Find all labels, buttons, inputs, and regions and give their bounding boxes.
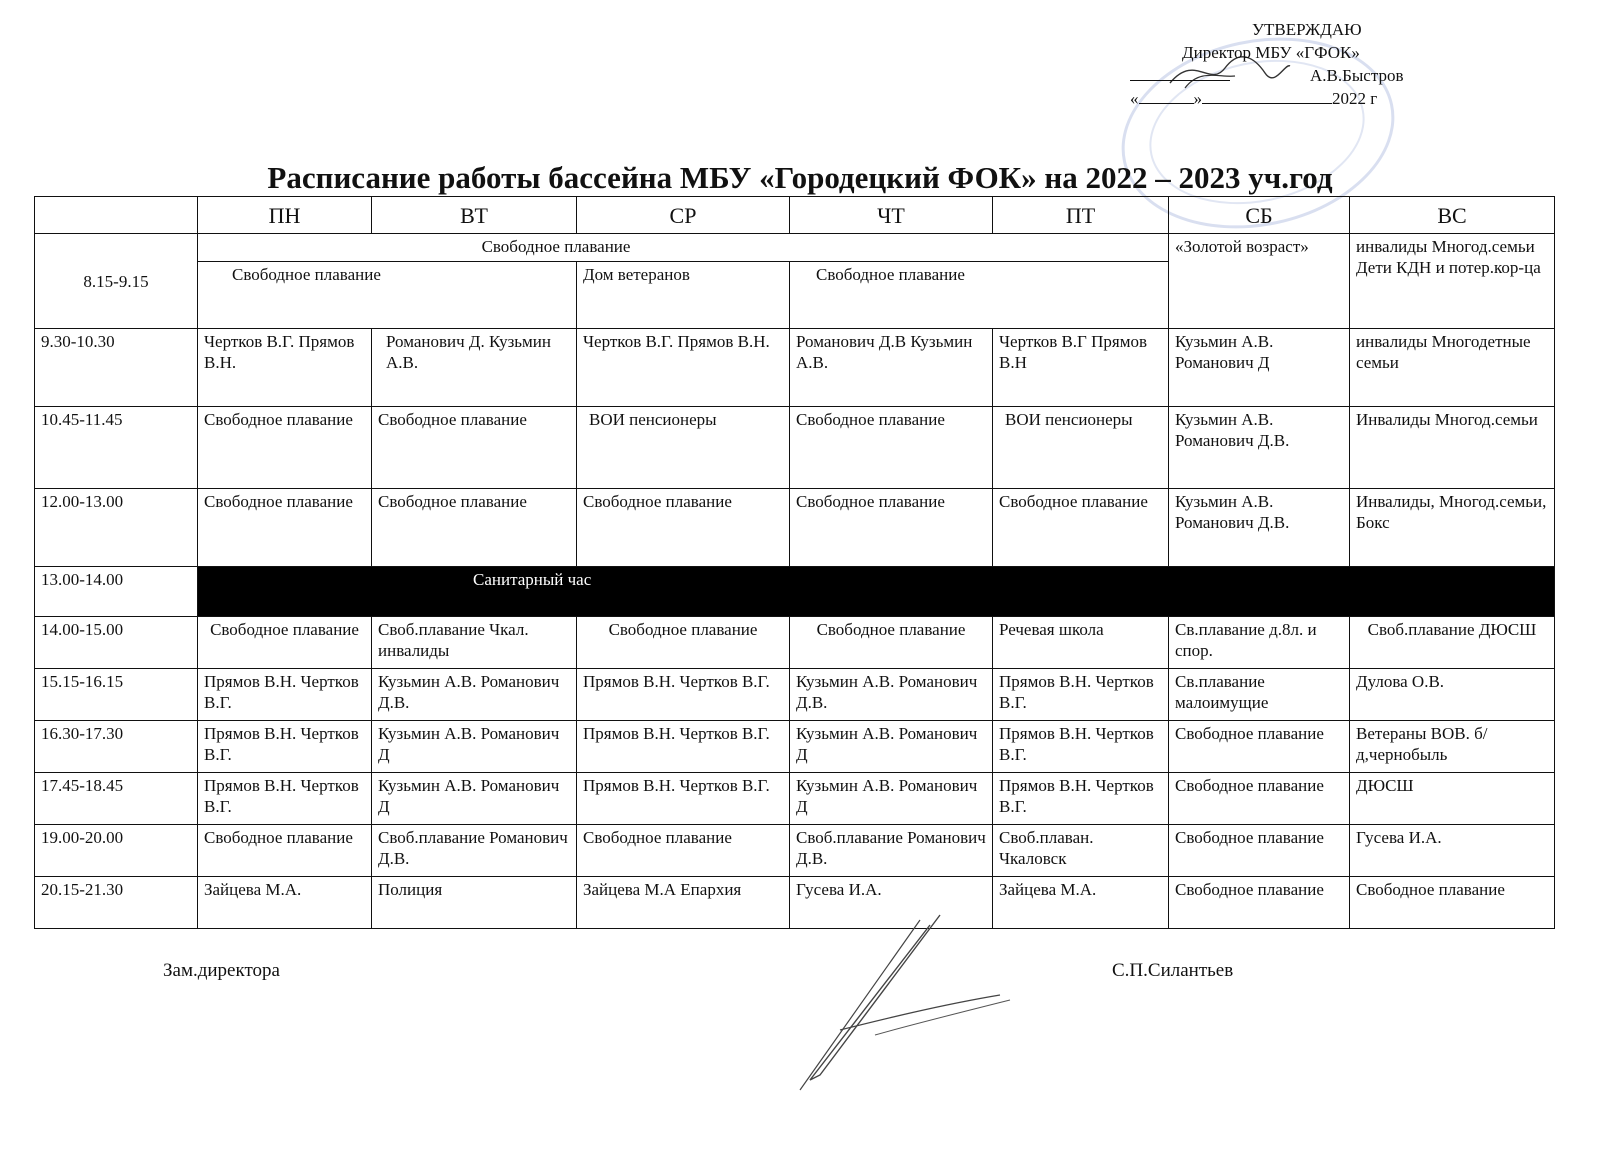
table-row [35,773,1555,825]
schedule-cell: Прямов В.Н. Чертков В.Г. [993,721,1169,773]
schedule-cell: Романович Д.В Кузьмин А.В. [790,329,993,407]
schedule-cell: Кузьмин А.В. Романович Д [372,773,577,825]
approval-name: А.В.Быстров [1310,66,1404,85]
schedule-cell: Свободное плавание [372,489,577,567]
time-cell: 10.45-11.45 [35,407,198,489]
table-row [35,407,1555,489]
schedule-cell: Кузьмин А.В. Романович Д.В. [1169,489,1350,567]
table-row [35,721,1555,773]
time-cell: 17.45-18.45 [35,773,198,825]
time-cell: 19.00-20.00 [35,825,198,877]
schedule-cell: Прямов В.Н. Чертков В.Г. [577,669,790,721]
table-row [35,617,1555,669]
schedule-cell: Свободное плавание [790,617,993,669]
schedule-cell: Свободное плавание [790,407,993,489]
header-day: ПТ [993,197,1169,234]
schedule-cell: Речевая школа [993,617,1169,669]
footer-name: С.П.Силантьев [1112,960,1234,981]
schedule-cell: Кузьмин А.В. Романович Д.В. [790,669,993,721]
header-day: СР [577,197,790,234]
sanitary-hour-cell: Санитарный час [198,567,1555,617]
schedule-cell: Прямов В.Н. Чертков В.Г. [198,669,372,721]
approval-date-open: « [1130,89,1139,108]
schedule-cell: Свободное плавание [1169,721,1350,773]
schedule-cell: Кузьмин А.В. Романович Д [790,721,993,773]
table-row-sanitary [35,567,1555,617]
schedule-cell: Свободное плавание [1169,825,1350,877]
approval-signature-line [1130,80,1230,81]
header-day: ВС [1350,197,1555,234]
schedule-cell: Своб.плавание Чкал. инвалиды [372,617,577,669]
header-day: ПН [198,197,372,234]
schedule-cell: ВОИ пенсионеры [577,407,790,489]
schedule-cell: Свободное плавание [577,489,790,567]
schedule-cell: Зайцева М.А. [198,877,372,929]
header-day: ВТ [372,197,577,234]
schedule-cell: Свободное плавание [198,617,372,669]
schedule-cell-merged: Свободное плавание [790,262,1169,329]
schedule-cell: Дулова О.В. [1350,669,1555,721]
schedule-cell: Зайцева М.А Епархия [577,877,790,929]
schedule-cell: Инвалиды Многод.семьи [1350,407,1555,489]
schedule-cell: Гусева И.А. [1350,825,1555,877]
schedule-cell: Кузьмин А.В. Романович Д [372,721,577,773]
schedule-table [34,196,1555,929]
schedule-cell: Свободное плавание [577,825,790,877]
schedule-cell: Прямов В.Н. Чертков В.Г. [993,669,1169,721]
table-row [35,329,1555,407]
schedule-cell: Чертков В.Г. Прямов В.Н. [577,329,790,407]
schedule-cell: инвалиды Многод.семьи Дети КДН и потер.кор-ца [1350,234,1555,329]
schedule-cell: Свободное плавание [993,489,1169,567]
schedule-cell: Кузьмин А.В. Романович Д [1169,329,1350,407]
schedule-cell: Прямов В.Н. Чертков В.Г. [198,773,372,825]
approval-position: Директор МБУ «ГФОК» [1182,43,1360,62]
schedule-cell: Свободное плавание [372,407,577,489]
time-cell: 14.00-15.00 [35,617,198,669]
time-cell: 20.15-21.30 [35,877,198,929]
header-row [35,197,1555,234]
schedule-cell: Своб.плаван. Чкаловск [993,825,1169,877]
schedule-cell: ДЮСШ [1350,773,1555,825]
schedule-cell-merged: Свободное плавание [198,234,1169,262]
time-cell: 15.15-16.15 [35,669,198,721]
schedule-cell: «Золотой возраст» [1169,234,1350,329]
schedule-cell: Свободное плавание [198,825,372,877]
schedule-cell: Чертков В.Г. Прямов В.Н. [198,329,372,407]
deputy-signature [780,900,1040,1100]
schedule-cell: Кузьмин А.В. Романович Д.В. [372,669,577,721]
header-time [35,197,198,234]
schedule-cell: Свободное плавание [577,617,790,669]
time-cell: 9.30-10.30 [35,329,198,407]
time-cell: 13.00-14.00 [35,567,198,617]
schedule-cell: Дом ветеранов [577,262,790,329]
schedule-cell: Прямов В.Н. Чертков В.Г. [577,773,790,825]
table-row [35,825,1555,877]
schedule-cell: Прямов В.Н. Чертков В.Г. [577,721,790,773]
header-day: СБ [1169,197,1350,234]
schedule-cell: Прямов В.Н. Чертков В.Г. [198,721,372,773]
footer-role: Зам.директора [163,960,280,981]
header-day: ЧТ [790,197,993,234]
schedule-cell: Свободное плавание [1350,877,1555,929]
approval-year: 2022 г [1332,89,1378,108]
time-cell: 16.30-17.30 [35,721,198,773]
schedule-cell: ВОИ пенсионеры [993,407,1169,489]
schedule-cell: Свободное плавание [198,489,372,567]
schedule-cell: Свободное плавание [790,489,993,567]
schedule-cell: инвалиды Многодетные семьи [1350,329,1555,407]
schedule-cell: Св.плавание д.8л. и спор. [1169,617,1350,669]
schedule-cell: Чертков В.Г Прямов В.Н [993,329,1169,407]
approval-block [1130,18,1430,110]
schedule-cell: Гусева И.А. [790,877,993,929]
schedule-cell: Свободное плавание [1169,773,1350,825]
schedule-cell: Зайцева М.А. [993,877,1169,929]
schedule-cell: Своб.плавание ДЮСШ [1350,617,1555,669]
schedule-cell: Своб.плавание Романович Д.В. [790,825,993,877]
table-row [35,234,1555,262]
schedule-cell: Прямов В.Н. Чертков В.Г. [993,773,1169,825]
time-cell: 8.15-9.15 [35,234,198,329]
schedule-cell: Романович Д. Кузьмин А.В. [372,329,577,407]
table-row [35,489,1555,567]
schedule-cell: Инвалиды, Многод.семьи, Бокс [1350,489,1555,567]
approval-heading: УТВЕРЖДАЮ [1252,20,1362,39]
time-cell: 12.00-13.00 [35,489,198,567]
schedule-cell: Ветераны ВОВ. б/д,чернобыль [1350,721,1555,773]
schedule-cell: Св.плавание малоимущие [1169,669,1350,721]
approval-date-mid: » [1193,89,1202,108]
table-row [35,669,1555,721]
approval-date-line [1202,103,1332,104]
schedule-cell-merged: Свободное плавание [198,262,577,329]
schedule-cell: Кузьмин А.В. Романович Д.В. [1169,407,1350,489]
page-title: Расписание работы бассейна МБУ «Городецкий ФОК» на 2022 – 2023 уч.год [267,160,1333,195]
schedule-cell: Полиция [372,877,577,929]
schedule-cell: Кузьмин А.В. Романович Д [790,773,993,825]
schedule-cell: Своб.плавание Романович Д.В. [372,825,577,877]
schedule-cell: Свободное плавание [198,407,372,489]
schedule-cell: Свободное плавание [1169,877,1350,929]
